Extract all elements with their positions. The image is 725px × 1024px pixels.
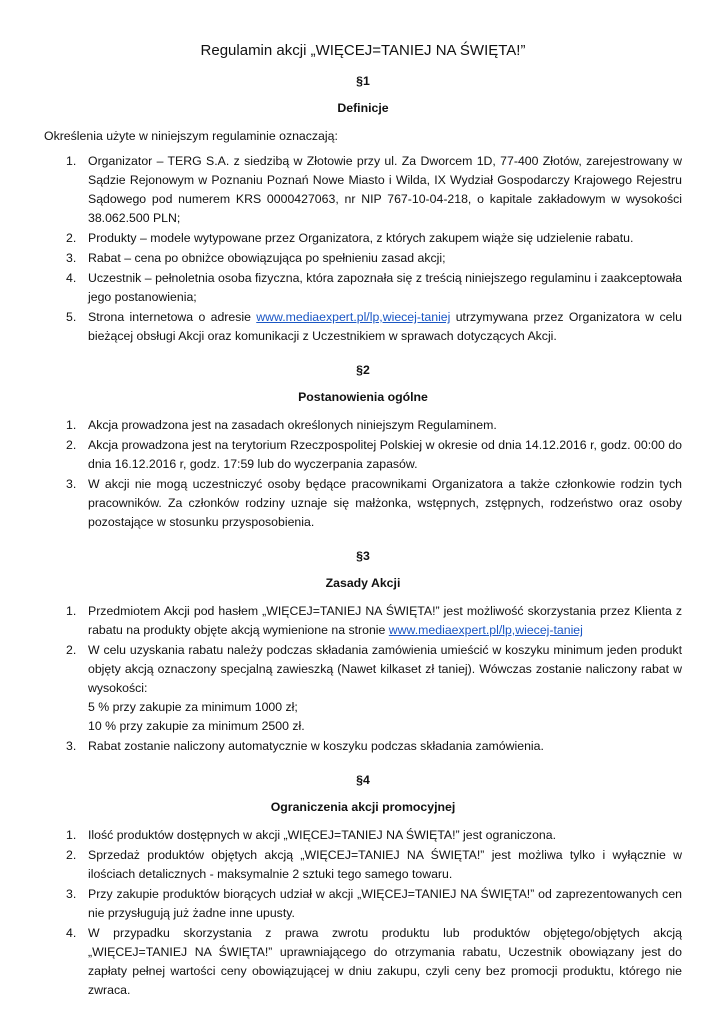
section-4-heading: Ograniczenia akcji promocyjnej: [270, 800, 456, 814]
item-text: Ilość produktów dostępnych w akcji „WIĘCEJ=TANIEJ NA ŚWIĘTA!” jest ograniczona.: [88, 828, 557, 842]
item-text: Akcja prowadzona jest na zasadach określonych niniejszym Regulaminem.: [88, 418, 497, 432]
list-item: [44, 846, 682, 884]
section-1-list: [44, 152, 682, 346]
list-item: [44, 924, 682, 1000]
list-item: [44, 152, 682, 228]
list-item: [44, 602, 682, 640]
item-number: 3.: [66, 251, 77, 265]
section-1-number: §1: [356, 74, 370, 88]
list-item: [44, 269, 682, 307]
regulation-document: [44, 40, 682, 1015]
item-number: 2.: [66, 848, 77, 862]
item-text: Uczestnik – pełnoletnia osoba fizyczna, która zapoznała się z treścią niniejszego regulaminu i zaakceptowała jego postanowienia;: [88, 271, 682, 304]
list-item: [44, 826, 682, 845]
section-2-list: [44, 416, 682, 532]
list-item: [44, 436, 682, 474]
item-text: Rabat – cena po obniżce obowiązująca po spełnieniu zasad akcji;: [88, 251, 446, 265]
item-number: 4.: [66, 926, 77, 940]
item-number: 1.: [66, 418, 77, 432]
item-text: Sprzedaż produktów objętych akcją „WIĘCEJ=TANIEJ NA ŚWIĘTA!” jest możliwa tylko i wyłącznie w ilościach detalicznych - maksymalnie 2 sztuki tego samego towaru.: [88, 848, 682, 881]
item-text-pre: Strona internetowa o adresie: [88, 310, 257, 324]
item-number: 1.: [66, 604, 77, 618]
item-text: Rabat zostanie naliczony automatycznie w koszyku podczas składania zamówienia.: [88, 739, 544, 753]
list-item: [44, 308, 682, 346]
item-number: 3.: [66, 739, 77, 753]
item-text: W przypadku skorzystania z prawa zwrotu produktu lub produktów objętego/objętych akcją „WIĘCEJ=TANIEJ NA ŚWIĘTA!” uprawniającego do otrzymania rabatu, Uczestnik obowiązany jest do zapłaty pełnej wartości ceny obowiązującej w dniu zakupu, czyli ceny bez promocji produktu, którego nie zwraca.: [88, 926, 682, 997]
item-number: 2.: [66, 643, 77, 657]
section-2-heading: Postanowienia ogólne: [298, 390, 428, 404]
item-number: 2.: [66, 231, 77, 245]
item-text: Przy zakupie produktów biorących udział w akcji „WIĘCEJ=TANIEJ NA ŚWIĘTA!” od zaprezentowanych cen nie przysługują już żadne inne upusty.: [88, 887, 682, 920]
item-number: 3.: [66, 887, 77, 901]
list-item: [44, 475, 682, 532]
list-item: [44, 229, 682, 248]
item-number: 1.: [66, 154, 77, 168]
section-3-number: §3: [356, 549, 370, 563]
item-number: 1.: [66, 828, 77, 842]
section-1-intro: Określenia użyte w niniejszym regulaminie oznaczają:: [44, 129, 338, 143]
section-3-list: [44, 602, 682, 756]
list-item: [44, 641, 682, 736]
item-text: Produkty – modele wytypowane przez Organizatora, z których zakupem wiąże się udzielenie rabatu.: [88, 231, 634, 245]
list-item: [44, 249, 682, 268]
item-text: W celu uzyskania rabatu należy podczas składania zamówienia umieścić w koszyku minimum jeden produkt objęty akcją oznaczony specjalną zawieszką (Nawet kilkaset zł taniej). Wówczas zostanie naliczony rabat w wysokości:: [88, 643, 682, 695]
section-4-list: [44, 826, 682, 1000]
section-3-heading: Zasady Akcji: [325, 576, 401, 590]
discount-tier-2: 10 % przy zakupie za minimum 2500 zł.: [88, 719, 305, 733]
item-number: 2.: [66, 438, 77, 452]
item-text-pre: Przedmiotem Akcji pod hasłem „WIĘCEJ=TANIEJ NA ŚWIĘTA!” jest możliwość skorzystania przez Klienta z rabatu na produkty objęte akcją wymienione na stronie: [88, 604, 682, 637]
section-2-number: §2: [356, 363, 370, 377]
item-number: 5.: [66, 310, 77, 324]
item-number: 3.: [66, 477, 77, 491]
mediaexpert-link[interactable]: www.mediaexpert.pl/lp,wiecej-taniej: [256, 310, 451, 324]
item-text-post: utrzymywana przez Organizatora w celu bieżącej obsługi Akcji oraz komunikacji z Uczestnikiem w sprawach dotyczących Akcji.: [88, 310, 683, 343]
list-item: [44, 885, 682, 923]
discount-tier-1: 5 % przy zakupie za minimum 1000 zł;: [88, 700, 298, 714]
item-text: Organizator – TERG S.A. z siedzibą w Złotowie przy ul. Za Dworcem 1D, 77-400 Złotów, zarejestrowany w Sądzie Rejonowym w Poznaniu Poznań Nowe Miasto i Wilda, IX Wydział Gospodarczy Krajowego Rejestru Sądowego pod numerem KRS 0000427063, nr NIP 767-10-04-218, o kapitale zakładowym w wysokości 38.062.500 PLN;: [88, 154, 682, 225]
item-text: Akcja prowadzona jest na terytorium Rzeczpospolitej Polskiej w okresie od dnia 14.12.2016 r, godz. 00:00 do dnia 16.12.2016 r, godz. 17:59 lub do wyczerpania zapasów.: [88, 438, 682, 471]
item-number: 4.: [66, 271, 77, 285]
section-1-heading: Definicje: [337, 101, 389, 115]
mediaexpert-link[interactable]: www.mediaexpert.pl/lp,wiecej-taniej: [388, 623, 583, 637]
list-item: [44, 416, 682, 435]
document-title: Regulamin akcji „WIĘCEJ=TANIEJ NA ŚWIĘTA!”: [200, 42, 526, 59]
list-item: [44, 737, 682, 756]
item-text: W akcji nie mogą uczestniczyć osoby będące pracownikami Organizatora a także członkowie rodzin tych pracowników. Za członków rodziny uznaje się małżonka, wstępnych, zstępnych, rodzeństwo oraz osoby pozostające w stosunku przysposobienia.: [88, 477, 682, 529]
section-4-number: §4: [356, 773, 370, 787]
